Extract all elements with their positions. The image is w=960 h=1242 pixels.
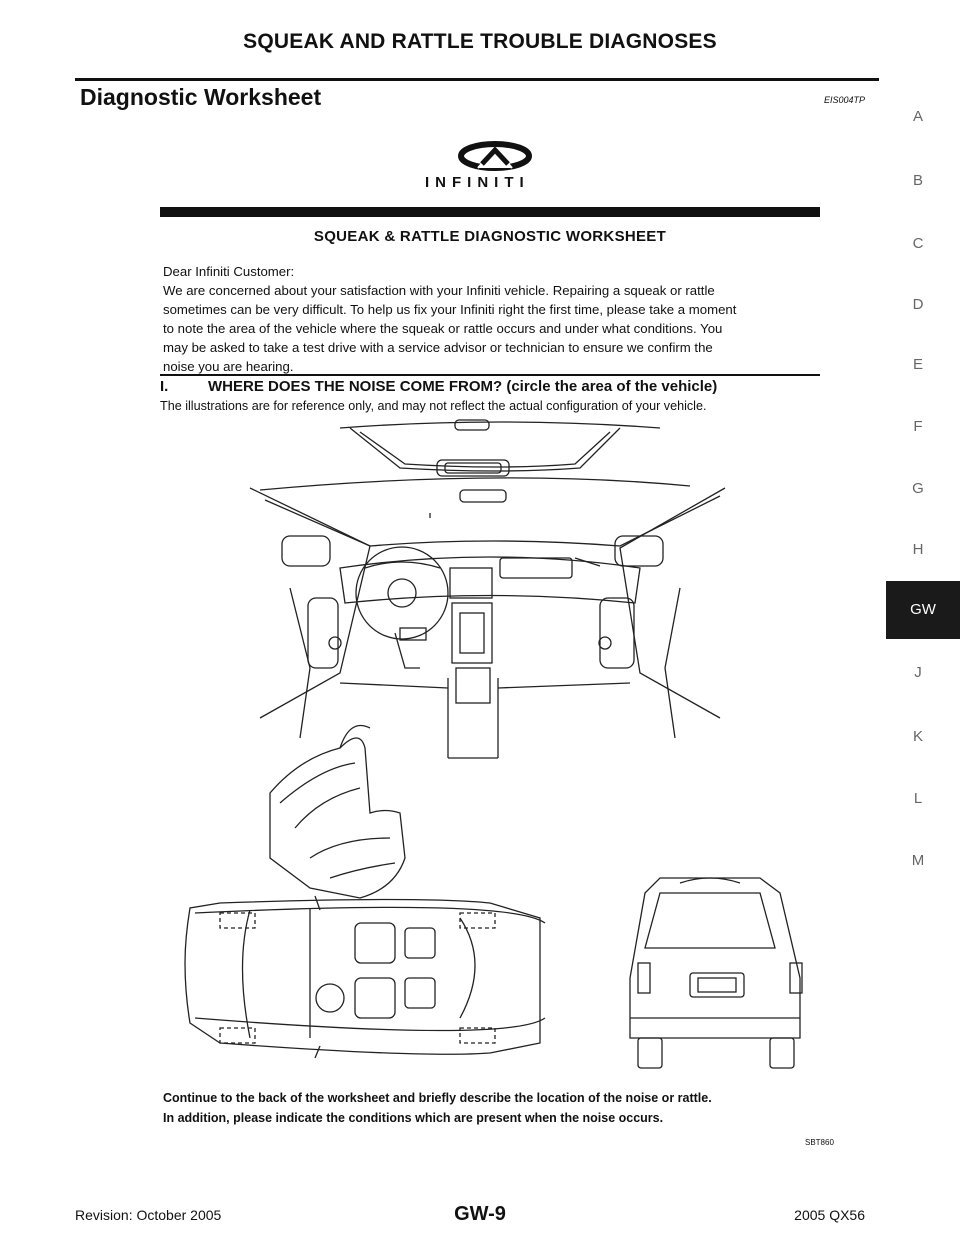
thick-rule [160,207,820,217]
question-text: WHERE DOES THE NOISE COME FROM? (circle the area of the vehicle) [208,378,718,395]
model-text: 2005 QX56 [794,1207,865,1223]
section-title: Diagnostic Worksheet [80,84,322,110]
intro-line: may be asked to take a test drive with a service advisor or technician to ensure we confirm the [163,340,713,355]
section-tab-e[interactable]: E [912,356,923,373]
header-rule [75,78,879,81]
section-tab-l[interactable]: L [913,790,923,807]
logo-wordmark: INFINITI [425,174,530,191]
section-tab-g[interactable]: G [912,480,924,497]
section-tab-b[interactable]: B [912,172,923,189]
intro-text [163,262,823,376]
intro-line: noise you are hearing. [163,359,294,374]
doc-code: EIS004TP [823,95,865,105]
instruction-line: Continue to the back of the worksheet and briefly describe the location of the noise or rattle. [163,1091,712,1105]
intro-line: Dear Infiniti Customer: [163,264,295,279]
page-number: GW-9 [454,1203,506,1225]
dashboard-drawing [250,478,725,758]
page-header: SQUEAK AND RATTLE TROUBLE DIAGNOSES [243,30,717,53]
section-tab-a[interactable]: A [912,108,923,125]
section-tab-f[interactable]: F [913,418,923,435]
intro-line: We are concerned about your satisfaction with your Infiniti vehicle. Repairing a squeak or rattle [163,283,715,298]
rear-view-suv-drawing [630,878,802,1068]
section-tab-m[interactable]: M [911,852,925,869]
sunroof-drawing [340,420,660,476]
intro-line: to note the area of the vehicle where the squeak or rattle occurs and under what conditions. You [163,321,723,336]
section-tab-d[interactable]: D [912,296,924,313]
intro-line: sometimes can be very difficult. To help us fix your Infiniti right the first time, please take a moment [163,302,737,317]
worksheet-footer-instructions [163,1088,712,1128]
figure-code: SBT860 [805,1138,834,1147]
worksheet-title: SQUEAK & RATTLE DIAGNOSTIC WORKSHEET [313,228,667,245]
section-tab-c[interactable]: C [912,235,924,252]
section-tab-gw[interactable]: GW [886,581,960,639]
vehicle-illustration [160,418,820,1118]
section-tab-k[interactable]: K [912,728,923,745]
top-view-car-drawing [185,896,545,1058]
section-tab-j[interactable]: J [914,664,922,681]
question-heading [160,378,717,395]
section-tab-h[interactable]: H [912,541,924,558]
question-note: The illustrations are for reference only, and may not reflect the actual configuration of your vehicle. [160,399,707,413]
question-number: I. [160,378,169,395]
thin-rule [160,374,820,376]
revision-text: Revision: October 2005 [75,1207,222,1223]
instruction-line: In addition, please indicate the conditions which are present when the noise occurs. [163,1111,664,1125]
side-tabs [878,0,960,1242]
seat-drawing [270,726,405,899]
